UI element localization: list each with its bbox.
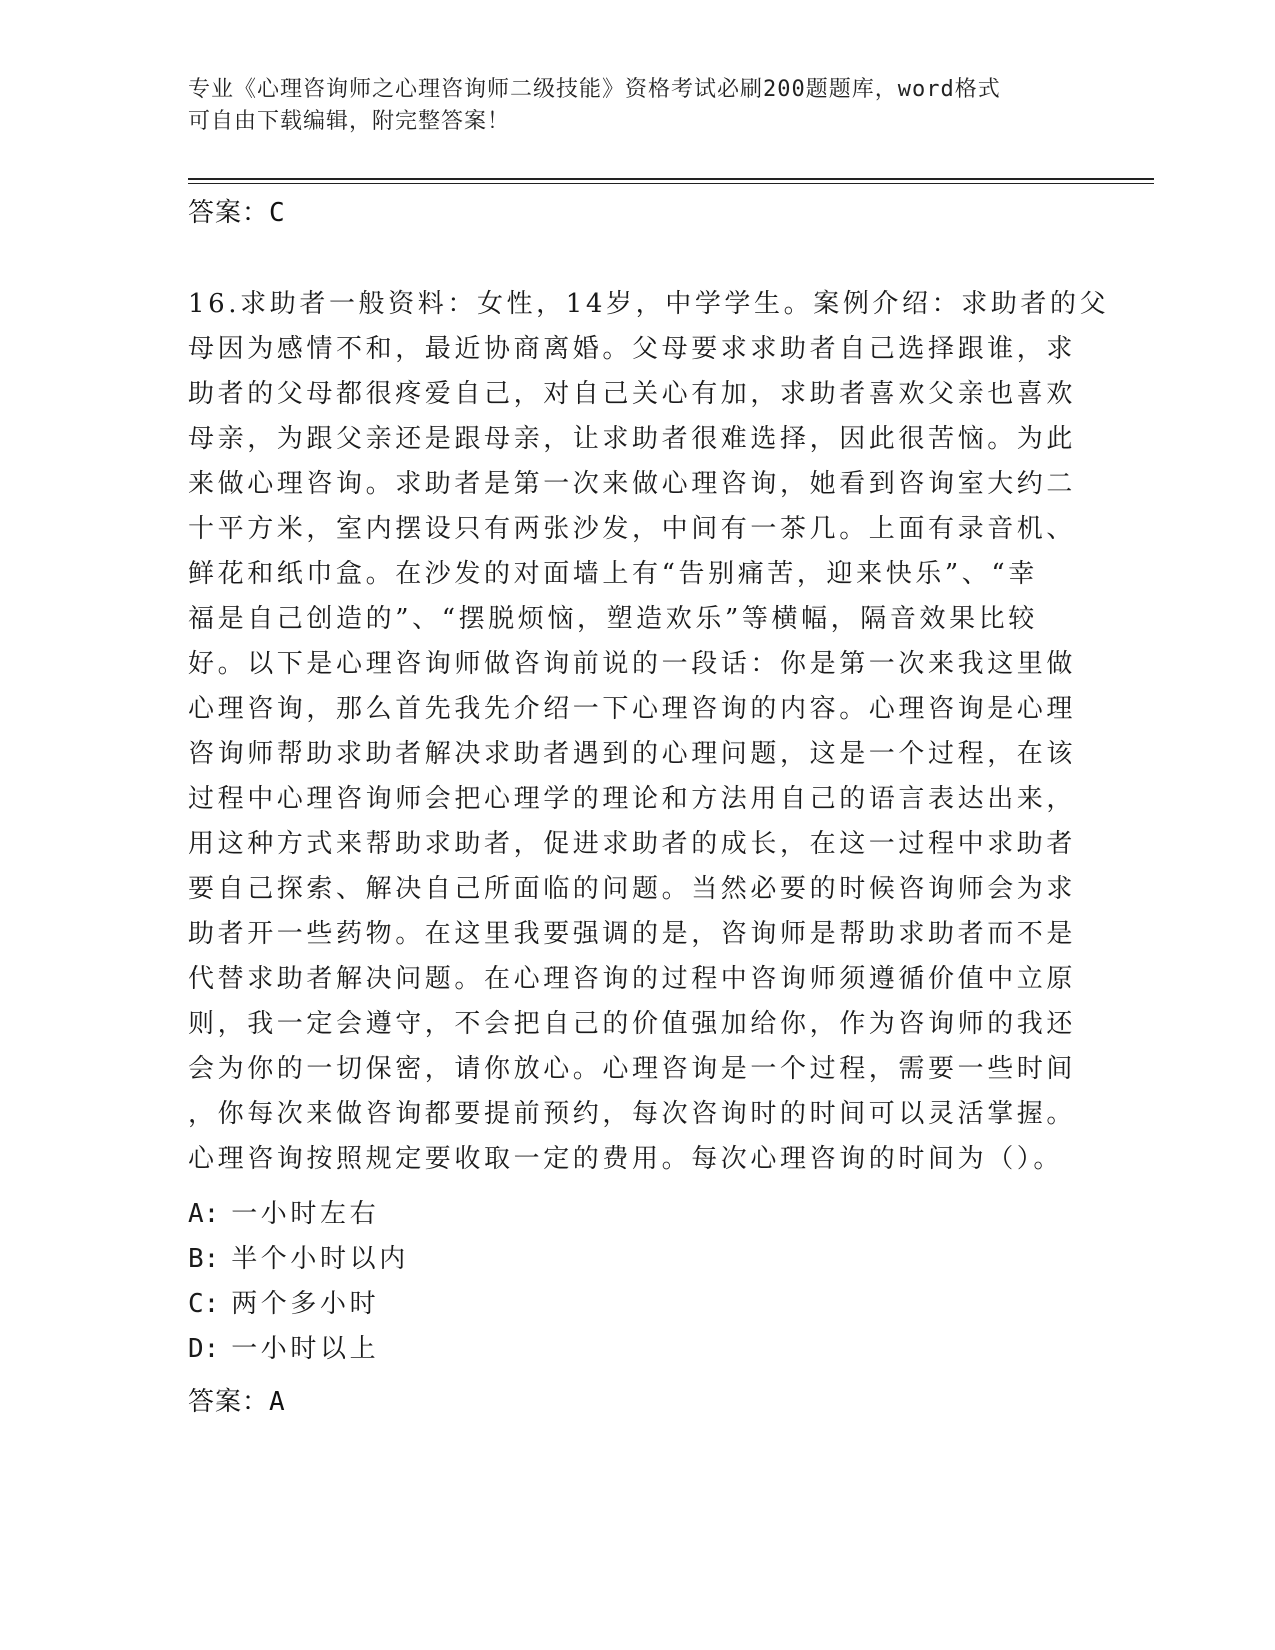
- question-line: 好。以下是心理咨询师做咨询前说的一段话：你是第一次来我这里做: [188, 649, 1077, 679]
- option-d-text: 一小时以上: [231, 1334, 380, 1364]
- question-line: 则，我一定会遵守，不会把自己的价值强加给你，作为咨询师的我还: [188, 1009, 1077, 1039]
- question-line: 心理咨询按照规定要收取一定的费用。每次心理咨询的时间为（）。: [188, 1144, 1064, 1174]
- option-c-text: 两个多小时: [231, 1289, 380, 1319]
- option-b-key: B:: [188, 1244, 220, 1274]
- option-a-key: A:: [188, 1199, 220, 1229]
- option-c: [188, 1282, 409, 1327]
- previous-answer-label: 答案：: [188, 198, 270, 228]
- question-line: 鲜花和纸巾盒。在沙发的对面墙上有“告别痛苦，迎来快乐”、“幸: [188, 559, 1038, 589]
- header-rule-thin: [188, 183, 1154, 184]
- question-line: 用这种方式来帮助求助者，促进求助者的成长，在这一过程中求助者: [188, 829, 1077, 859]
- option-d-key: D:: [188, 1334, 220, 1364]
- question-line: 助者的父母都很疼爱自己，对自己关心有加，求助者喜欢父亲也喜欢: [188, 379, 1077, 409]
- header-line-2: 可自由下载编辑，附完整答案！: [188, 109, 511, 134]
- question-line: 会为你的一切保密，请你放心。心理咨询是一个过程，需要一些时间: [188, 1054, 1077, 1084]
- question-line: 过程中心理咨询师会把心理学的理论和方法用自己的语言表达出来，: [188, 784, 1077, 814]
- answer: [188, 1381, 286, 1418]
- option-a: [188, 1192, 409, 1237]
- document-header: [188, 74, 1088, 138]
- question-line: 母因为感情不和，最近协商离婚。父母要求求助者自己选择跟谁，求: [188, 334, 1077, 364]
- header-line-1: 专业《心理咨询师之心理咨询师二级技能》资格考试必刷200题题库，word格式: [188, 77, 1001, 102]
- question-line: 代替求助者解决问题。在心理咨询的过程中咨询师须遵循价值中立原: [188, 964, 1077, 994]
- previous-answer: [188, 192, 286, 229]
- question-line: ，你每次来做咨询都要提前预约，每次咨询时的时间可以灵活掌握。: [188, 1099, 1077, 1129]
- question-line: 来做心理咨询。求助者是第一次来做心理咨询，她看到咨询室大约二: [188, 469, 1077, 499]
- question-16: [188, 282, 1110, 1182]
- option-a-text: 一小时左右: [231, 1199, 380, 1229]
- header-rule-thick: [188, 178, 1154, 180]
- question-line: 咨询师帮助求助者解决求助者遇到的心理问题，这是一个过程，在该: [188, 739, 1077, 769]
- answer-options: [188, 1192, 409, 1372]
- answer-value: A: [269, 1387, 286, 1417]
- option-c-key: C:: [188, 1289, 220, 1319]
- question-line: 十平方米，室内摆设只有两张沙发，中间有一茶几。上面有录音机、: [188, 514, 1077, 544]
- option-b-text: 半个小时以内: [231, 1244, 409, 1274]
- previous-answer-value: C: [269, 198, 286, 228]
- question-line: 心理咨询，那么首先我先介绍一下心理咨询的内容。心理咨询是心理: [188, 694, 1077, 724]
- option-d: [188, 1327, 409, 1372]
- question-line: 助者开一些药物。在这里我要强调的是，咨询师是帮助求助者而不是: [188, 919, 1077, 949]
- question-line: 16.求助者一般资料：女性，14岁，中学学生。案例介绍：求助者的父: [188, 289, 1110, 319]
- question-line: 母亲，为跟父亲还是跟母亲，让求助者很难选择，因此很苦恼。为此: [188, 424, 1077, 454]
- option-b: [188, 1237, 409, 1282]
- answer-label: 答案：: [188, 1387, 270, 1417]
- question-line: 要自己探索、解决自己所面临的问题。当然必要的时候咨询师会为求: [188, 874, 1077, 904]
- question-line: 福是自己创造的”、“摆脱烦恼，塑造欢乐”等横幅，隔音效果比较: [188, 604, 1038, 634]
